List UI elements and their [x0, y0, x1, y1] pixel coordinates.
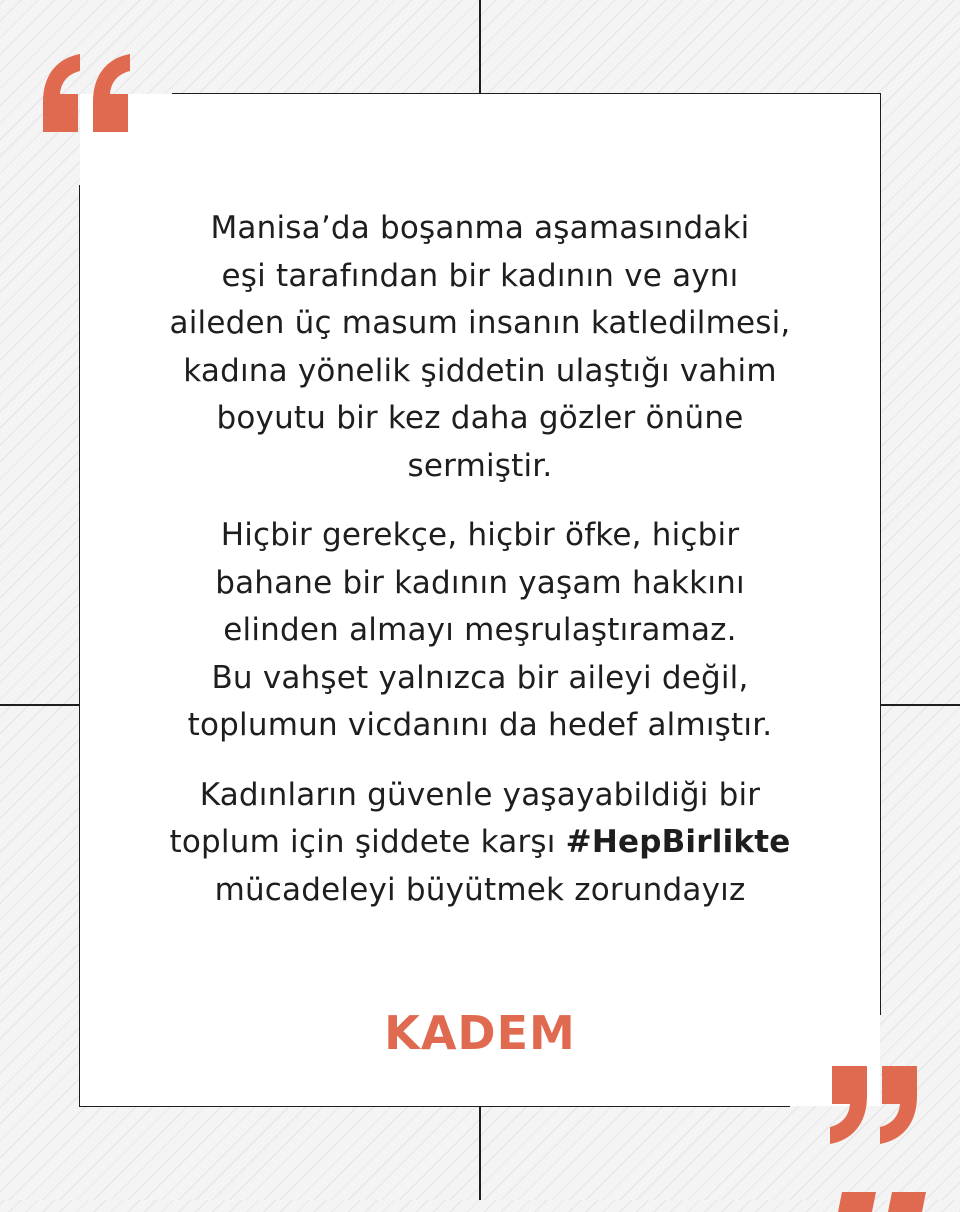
text-line: eşi tarafından bir kadının ve aynı — [221, 257, 739, 294]
text-line: elinden almayı meşrulaştıramaz. — [223, 612, 737, 648]
quote-comma-right — [90, 54, 130, 132]
text-line: Kadınların güvenle yaşayabildiği bir — [199, 776, 761, 813]
text-line: kadına yönelik şiddetin ulaştığı vahim — [183, 352, 777, 389]
text-line: Manisa’da boşanma aşamasındaki — [210, 210, 750, 246]
quote-comma-right — [880, 1066, 920, 1144]
right-double-quote-icon — [830, 1066, 920, 1144]
text-line: boyutu bir kez daha gözler önüne — [216, 400, 744, 436]
paragraph-2 — [110, 512, 850, 750]
statement-text — [110, 205, 850, 936]
top-center-divider — [479, 0, 481, 94]
right-middle-divider — [880, 704, 960, 706]
paragraph-1 — [110, 205, 850, 490]
bottom-center-divider — [479, 1106, 481, 1200]
partial-quote-icon — [838, 1192, 928, 1212]
hashtag[interactable]: #HepBirlikte — [565, 824, 791, 860]
text-line: aileden üç masum insanın katledilmesi, — [169, 305, 791, 341]
text-line-prefix: toplum için şiddete karşı — [169, 824, 556, 860]
left-double-quote-icon — [40, 54, 130, 132]
left-middle-divider — [0, 704, 80, 706]
quote-comma-left — [40, 54, 80, 132]
partial-quote-left — [838, 1192, 878, 1212]
text-line — [110, 819, 850, 867]
quote-comma-left — [830, 1066, 870, 1144]
text-line: Hiçbir gerekçe, hiçbir öfke, hiçbir — [220, 517, 740, 553]
text-line: bahane bir kadının yaşam hakkını — [215, 564, 745, 601]
text-line: Bu vahşet yalnızca bir aileyi değil, — [211, 659, 749, 696]
text-line: mücadeleyi büyütmek zorundayız — [214, 871, 746, 908]
text-line: sermiştir. — [407, 447, 553, 484]
text-line: toplumun vicdanını da hedef almıştır. — [187, 707, 773, 743]
partial-quote-right — [888, 1192, 928, 1212]
kadem-logo-text: KADEM — [384, 1006, 576, 1060]
paragraph-3 — [110, 772, 850, 915]
